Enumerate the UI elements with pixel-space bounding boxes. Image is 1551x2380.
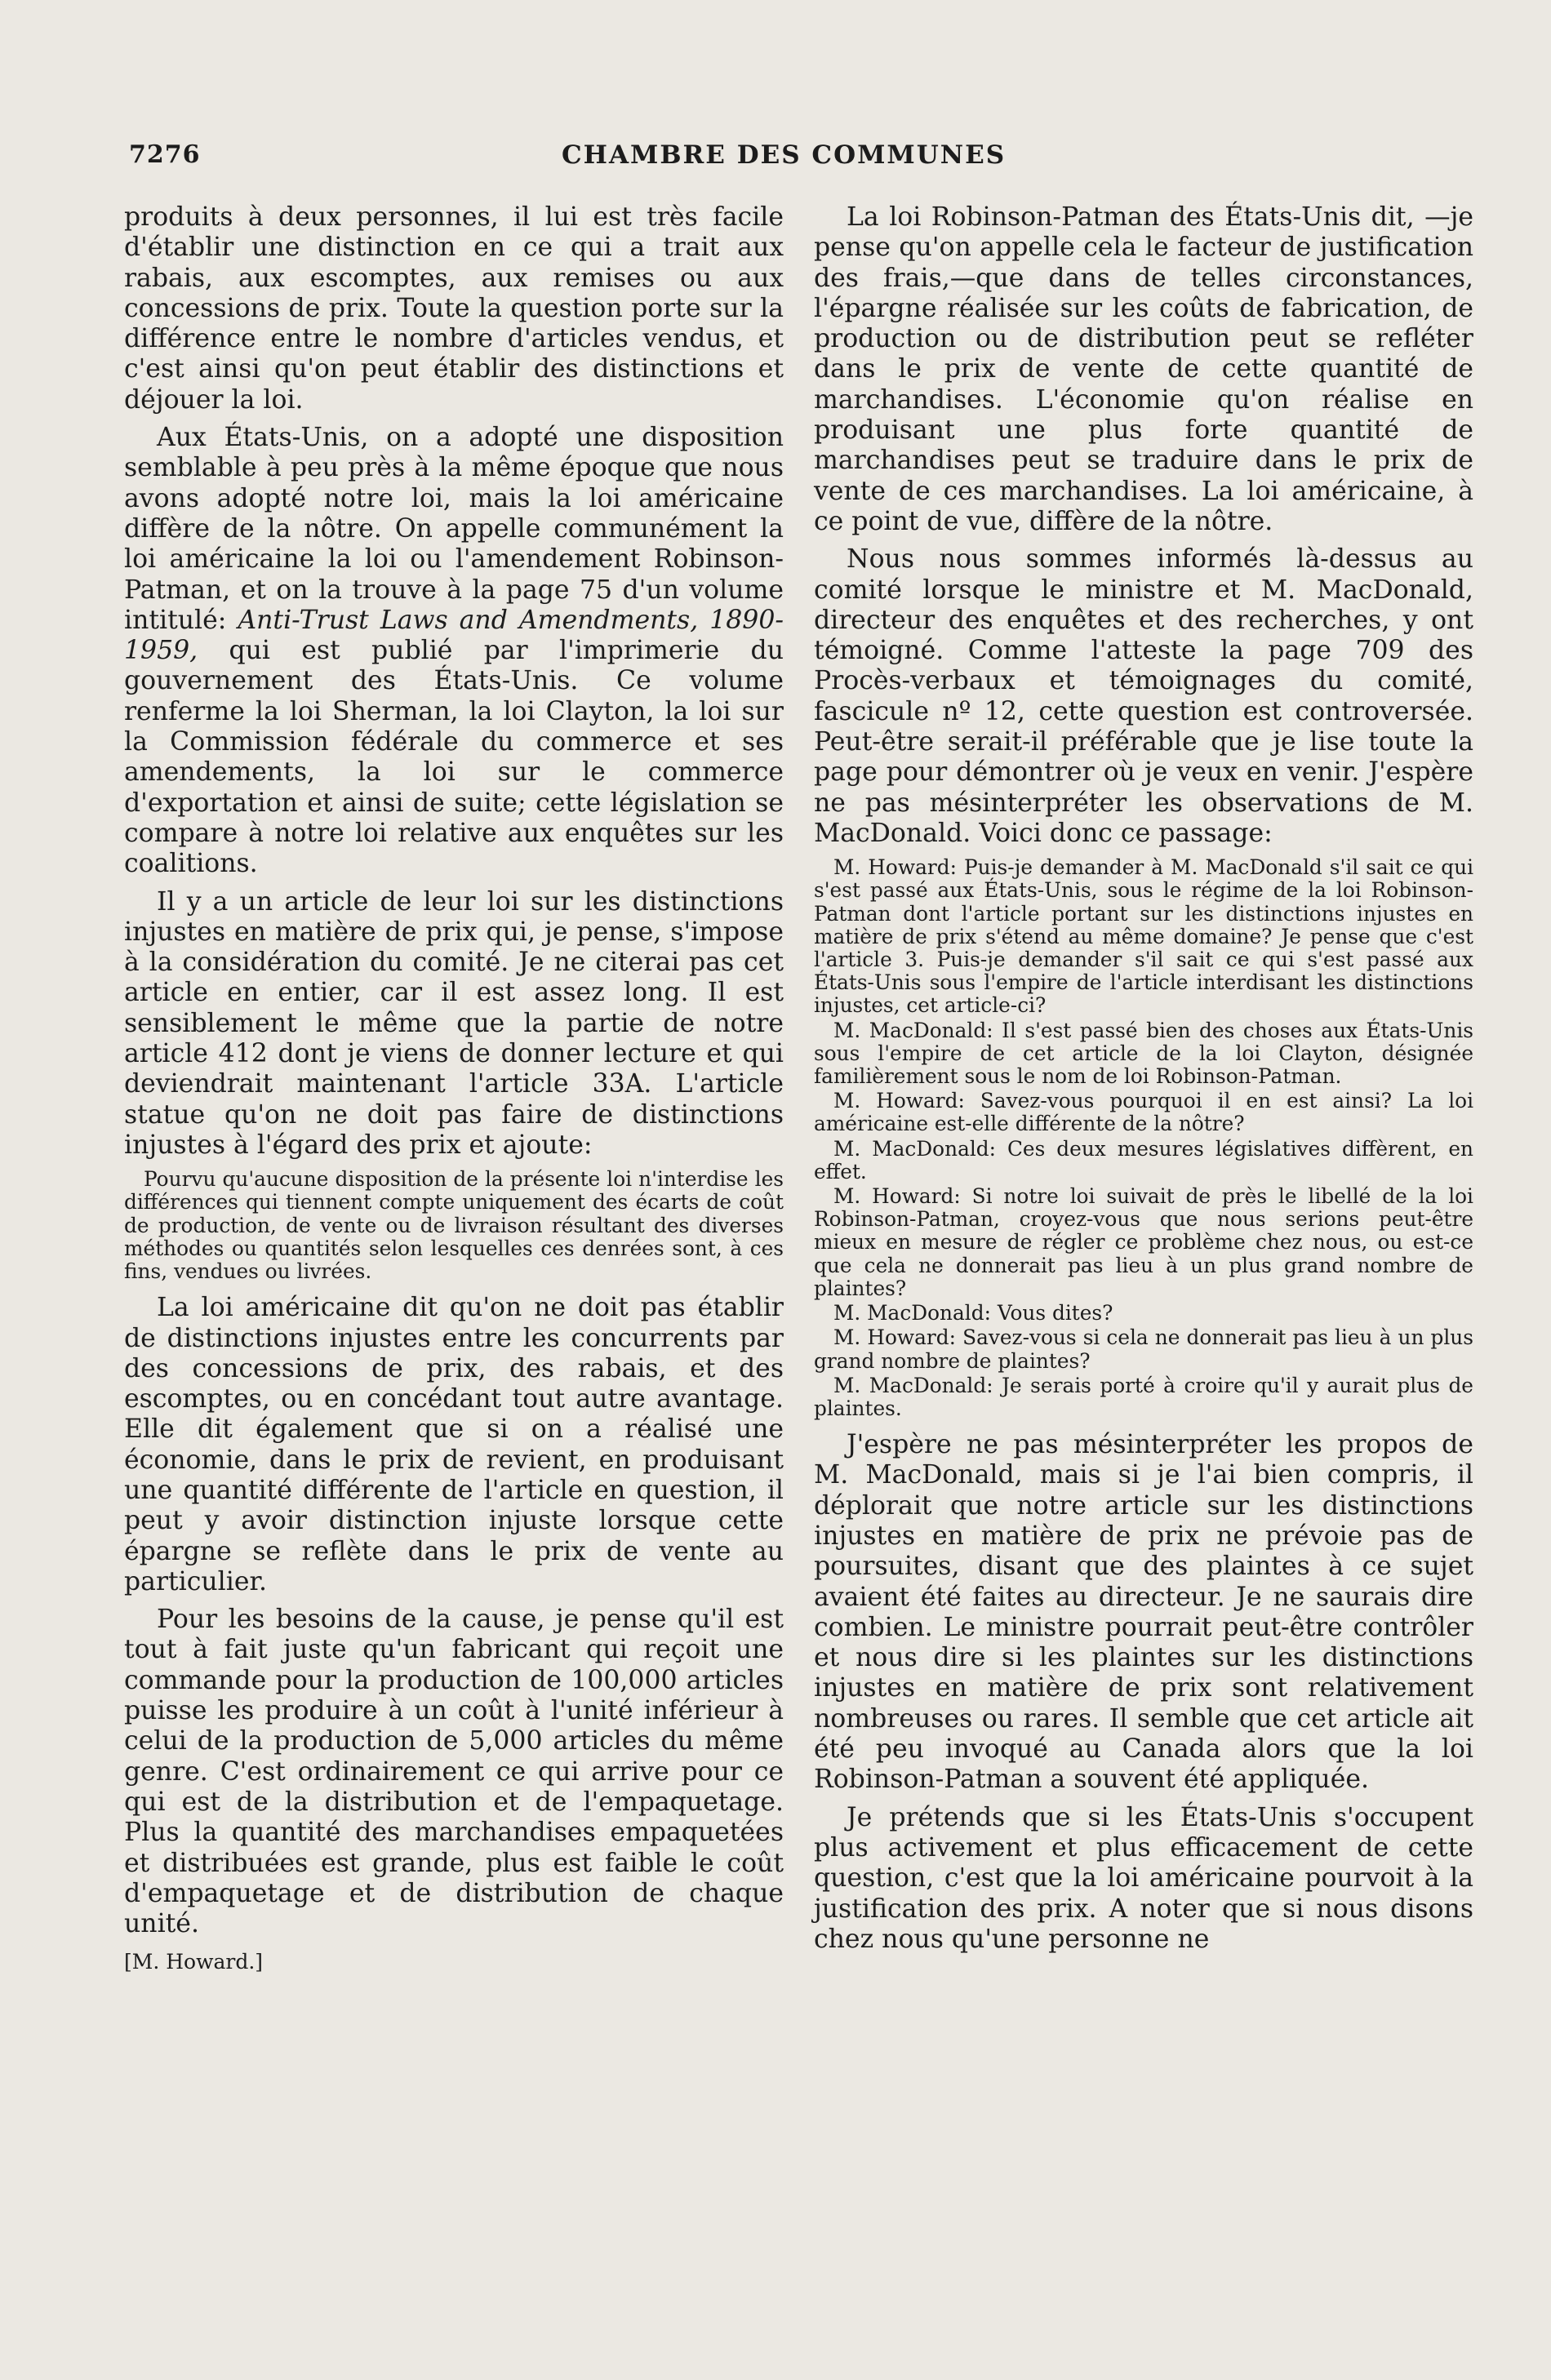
testimony-line: M. MacDonald: Ces deux mesures législatives diffèrent, en effet. [814,1136,1473,1183]
paragraph: J'espère ne pas mésinterpréter les propos de M. MacDonald, mais si je l'ai bien compris, il déplorait que notre article sur les distinctions injustes en matière de prix ne prévoie pas de poursuites, disant que des plaintes à ce sujet avaient été faites au directeur. Je ne saurais dire combien. Le ministre pourrait peut-être contrôler et nous dire si les plaintes sur les distinctions injustes en matière de prix sont relativement nombreuses ou rares. Il semble que cet article ait été peu invoqué au Canada alors que la loi Robinson-Patman a souvent été appliquée. [814,1430,1473,1795]
testimony-line: M. Howard: Puis-je demander à M. MacDonald s'il sait ce qui s'est passé aux États-Unis, sous le régime de la loi Robinson-Patman dont l'article portant sur les distinctions injustes en matière de prix s'étend au même domaine? Je pense que c'est l'article 3. Puis-je demander s'il sait ce qui s'est passé aux États-Unis sous l'empire de l'article interdisant les distinctions injustes, cet article-ci? [814,855,1473,1018]
paragraph: La loi Robinson-Patman des États-Unis dit, —je pense qu'on appelle cela le facteur de justification des frais,—que dans de telles circonstances, l'épargne réalisée sur les coûts de fabrication, de production ou de distribution peut se refléter dans le prix de vente de cette quantité de marchandises. L'économie qu'on réalise en produisant une plus forte quantité de marchandises peut se traduire dans le prix de vente de ces marchandises. La loi américaine, à ce point de vue, diffère de la nôtre. [814,202,1473,536]
testimony-line: M. MacDonald: Vous dites? [833,1301,1113,1325]
page-header [129,139,1468,180]
left-column [124,202,784,1985]
testimony-line: M. Howard: Si notre loi suivait de près le libellé de la loi Robinson-Patman, croyez-vous que nous serions peut-être mieux en mesure de régler ce problème chez nous, ou est-ce que cela ne donnerait pas lieu à un plus grand nombre de plaintes? [814,1184,1473,1300]
right-column [814,202,1473,1962]
book-title: Anti-Trust Laws and Amendments, 1890-1959, [124,605,784,666]
block-quote [124,1168,784,1283]
paragraph: Il y a un article de leur loi sur les distinctions injustes en matière de prix qui, je pense, s'impose à la considération du comité. Je ne citerai pas cet article en entier, car il est assez long. Il est sensiblement le même que la partie de notre article 412 dont je viens de donner lecture et qui deviendrait maintenant l'article 33A. L'article statue qu'on ne doit pas faire de distinctions injustes à l'égard des prix et ajoute: [124,886,784,1160]
paragraph: Nous nous sommes informés là-dessus au comité lorsque le ministre et M. MacDonald, directeur des enquêtes et des recherches, y ont témoigné. Comme l'atteste la page 709 des Procès-verbaux et témoignages du comité, fascicule nº 12, cette question est controversée. Peut-être serait-il préférable que je lise toute la page pour démontrer où je veux en venir. J'espère ne pas mésinterpréter les observations de M. MacDonald. Voici donc ce passage: [814,544,1473,848]
paragraph-text: Aux États-Unis, on a adopté une disposition semblable à peu près à la même époque que nous avons adopté notre loi, mais la loi américaine diffère de la nôtre. On appelle communément la loi américaine la loi ou l'amendement Robinson-Patman, et on la trouve à la page 75 d'un volume intitulé: [124,423,784,635]
testimony-line: M. MacDonald: Il s'est passé bien des choses aux États-Unis sous l'empire de cet article de la loi Clayton, désignée familièrement sous le nom de loi Robinson-Patman. [814,1018,1473,1089]
paragraph: Je prétends que si les États-Unis s'occupent plus activement et plus efficacement de cette question, c'est que la loi américaine pourvoit à la justification des prix. A noter que si nous disons chez nous qu'une personne ne [814,1802,1473,1954]
paragraph: La loi américaine dit qu'on ne doit pas établir de distinctions injustes entre les concurrents par des concessions de prix, des rabais, et des escomptes, ou en concédant tout autre avantage. Elle dit également que si on a réalisé une économie, dans le prix de revient, en produisant une quantité différente de l'article en question, il peut y avoir distinction injuste lorsque cette épargne se reflète dans le prix de vente au particulier. [124,1293,784,1596]
paragraph-text: qui est publié par l'imprimerie du gouvernement des États-Unis. Ce volume renferme la loi Sherman, la loi Clayton, la loi sur la Commission fédérale du commerce et ses amendements, la loi sur le commerce d'exportation et ainsi de suite; cette législation se compare à notre loi relative aux enquêtes sur les coalitions. [124,636,784,879]
running-head-title: CHAMBRE DES COMMUNES [562,140,1007,170]
testimony-line: M. MacDonald: Je serais porté à croire qu'il y aurait plus de plaintes. [814,1373,1473,1420]
quote-text: Pourvu qu'aucune disposition de la présente loi n'interdise les différences qui tiennent compte uniquement des écarts de coût de production, de vente ou de livraison résultant des diverses méthodes ou quantités selon lesquelles ces denrées sont, à ces fins, vendues ou livrées. [124,1167,784,1284]
page-number: 7276 [129,140,201,169]
testimony-line: M. Howard: Savez-vous pourquoi il en est ainsi? La loi américaine est-elle différente de la nôtre? [814,1089,1473,1136]
speaker-attribution: [M. Howard.] [124,1950,264,1974]
testimony-line: M. Howard: Savez-vous si cela ne donnerait pas lieu à un plus grand nombre de plaintes? [814,1325,1473,1373]
paragraph: produits à deux personnes, il lui est très facile d'établir une distinction en ce qui a trait aux rabais, aux escomptes, aux remises ou aux concessions de prix. Toute la question porte sur la différence entre le nombre d'articles vendus, et c'est ainsi qu'on peut établir des distinctions et déjouer la loi. [124,202,784,415]
paragraph [124,423,784,879]
testimony-quote [814,856,1473,1420]
paragraph: Pour les besoins de la cause, je pense qu'il est tout à fait juste qu'un fabricant qui reçoit une commande pour la production de 100,000 articles puisse les produire à un coût à l'unité inférieur à celui de la production de 5,000 articles du même genre. C'est ordinairement ce qui arrive pour ce qui est de la distribution et de l'empaquetage. Plus la quantité des marchandises empaquetées et distribuées est grande, plus est faible le coût d'empaquetage et de distribution de chaque unité. [124,1605,784,1939]
